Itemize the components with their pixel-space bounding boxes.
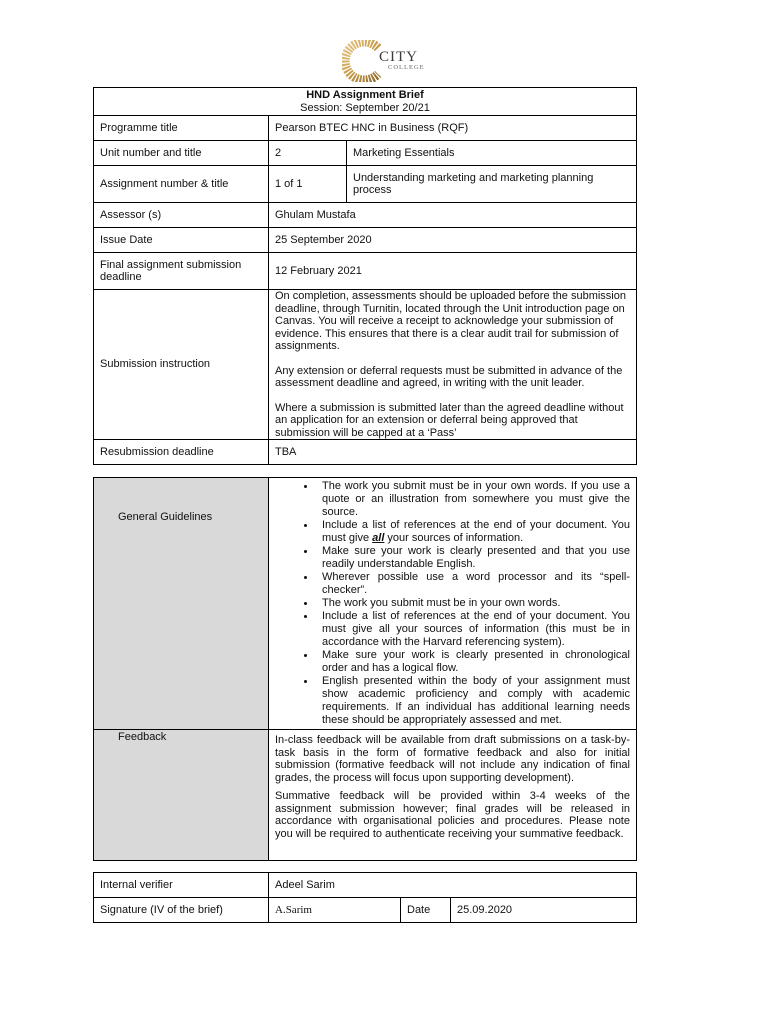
verification-table [93, 872, 637, 923]
assignment-title: Understanding marketing and marketing planning process [347, 166, 637, 203]
submission-instruction-label: Submission instruction [94, 290, 269, 440]
resubmission-label: Resubmission deadline [94, 440, 269, 465]
feedback-paragraph: In-class feedback will be available from draft submissions on a task-by-task basis in the form of formative feedback and also for initial submission (formative feedback will not include any indication of final grades, the process will focus upon supporting development). [275, 734, 630, 784]
brief-header [94, 88, 637, 116]
programme-title-value: Pearson BTEC HNC in Business (RQF) [269, 116, 637, 141]
date-label: Date [401, 898, 451, 923]
assessor-label: Assessor (s) [94, 203, 269, 228]
feedback-label: Feedback [94, 730, 269, 861]
brief-session: Session: September 20/21 [300, 101, 430, 114]
assignment-label: Assignment number & title [94, 166, 269, 203]
internal-verifier-label: Internal verifier [94, 873, 269, 898]
issue-date-value: 25 September 2020 [269, 228, 637, 253]
list-item: • Make sure your work is clearly presented and that you use readily understandable English. [316, 545, 630, 571]
internal-verifier-value: Adeel Sarim [269, 873, 637, 898]
programme-title-label: Programme title [94, 116, 269, 141]
final-deadline-value: 12 February 2021 [269, 253, 637, 290]
general-guidelines-label: General Guidelines [94, 478, 269, 730]
logo-word-city: CITY [379, 49, 418, 65]
emphasis-all: all [372, 532, 385, 544]
submission-paragraph: On completion, assessments should be uploaded before the submission deadline, through Turnitin, located through the Unit introduction page on Canvas. You will receive a receipt to acknowledge your submission of evidence. This ensures that there is a clear audit trail for submission of assignments. [275, 290, 626, 352]
list-item: • English presented within the body of your assignment must show academic proficiency and comply with academic requirements. If an individual has additional learning needs these should be appropriately assessed and met. [316, 675, 630, 727]
feedback-paragraph: Summative feedback will be provided within 3-4 weeks of the assignment submission however; final grades will be released in accordance with organisational policies and procedures. Please note you will be required to authenticate receiving your summative feedback. [275, 790, 630, 840]
resubmission-value: TBA [269, 440, 637, 465]
final-deadline-label: Final assignment submission deadline [94, 253, 269, 290]
submission-instruction-text [269, 290, 637, 440]
submission-paragraph: Where a submission is submitted later than the agreed deadline without an application for an extension or deferral being approved that submission will be capped at a ‘Pass’ [275, 401, 624, 439]
unit-number: 2 [269, 141, 347, 166]
unit-title: Marketing Essentials [347, 141, 637, 166]
date-value: 25.09.2020 [451, 898, 637, 923]
signature-label: Signature (IV of the brief) [94, 898, 269, 923]
logo-word-college: COLLEGE [388, 64, 425, 71]
assignment-number: 1 of 1 [269, 166, 347, 203]
assignment-brief-table [93, 87, 637, 465]
issue-date-label: Issue Date [94, 228, 269, 253]
submission-paragraph: Any extension or deferral requests must be submitted in advance of the assessment deadline and agreed, in writing with the unit leader. [275, 364, 623, 389]
list-item: • Include a list of references at the end of your document. You must give all your sources of information. [316, 519, 630, 545]
list-item: • The work you submit must be in your own words. If you use a quote or an illustration from somewhere you must give the source. [316, 480, 630, 519]
guidelines-table [93, 477, 637, 861]
list-item: • The work you submit must be in your own words. [316, 597, 630, 610]
brief-title: HND Assignment Brief [306, 89, 424, 101]
list-item: • Wherever possible use a word processor and its “spell-checker”. [316, 571, 630, 597]
list-item: • Make sure your work is clearly presented in chronological order and has a logical flow. [316, 649, 630, 675]
assessor-value: Ghulam Mustafa [269, 203, 637, 228]
college-logo [342, 40, 442, 82]
general-guidelines-list [269, 478, 637, 730]
list-item: • Include a list of references at the end of your document. You must give all your sources of information (this must be in accordance with the Harvard referencing system). [316, 610, 630, 649]
unit-label: Unit number and title [94, 141, 269, 166]
signature-value: A.Sarim [269, 898, 401, 923]
feedback-text [269, 730, 637, 861]
